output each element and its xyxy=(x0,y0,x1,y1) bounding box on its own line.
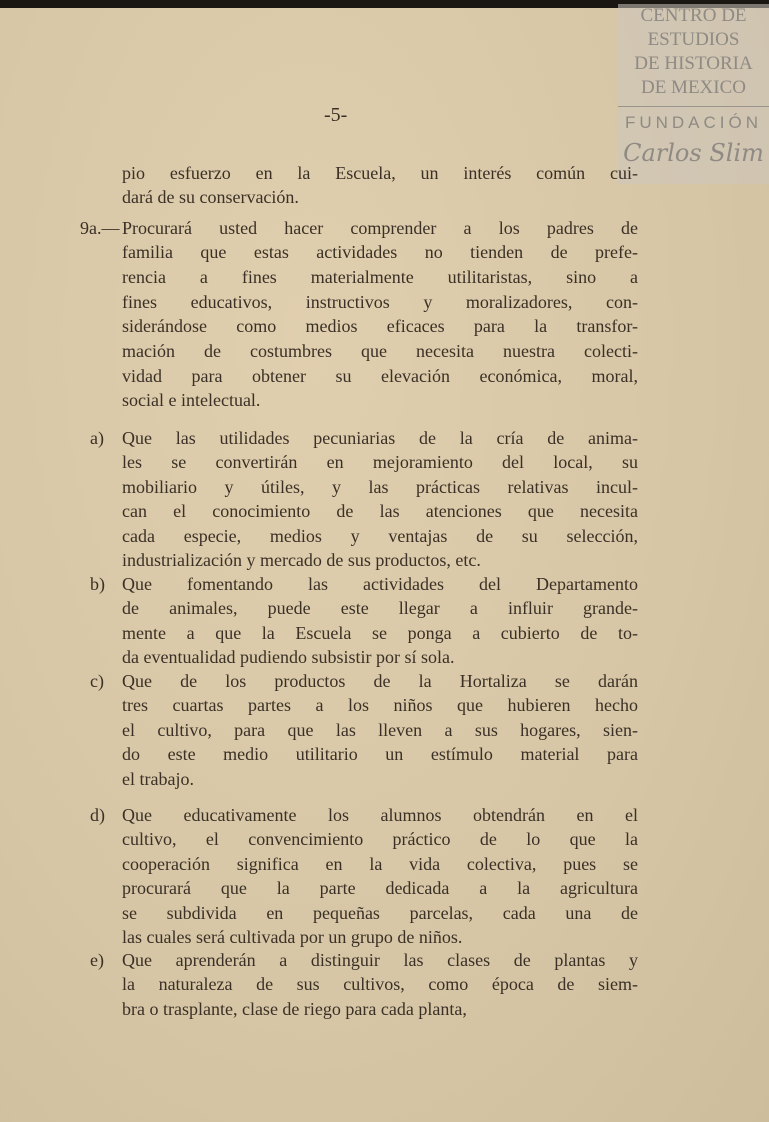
text-line: se subdivida en pequeñas parcelas, cada una de xyxy=(122,902,638,923)
watermark-fundacion: FUNDACIÓN xyxy=(624,113,763,132)
text-line: social e intelectual. xyxy=(122,390,261,410)
text-line: las cuales será cultivada por un grupo de niños. xyxy=(122,927,463,947)
text-line: les se convertirán en mejoramiento del local, su xyxy=(122,452,638,473)
text-line: industrialización y mercado de sus productos, etc. xyxy=(122,550,481,570)
text-line: da eventualidad pudiendo subsistir por sí sola. xyxy=(122,647,455,668)
text-line: fines educativos, instructivos y moralizadores, con- xyxy=(122,292,638,312)
subitem-label: a) xyxy=(90,428,104,448)
text-line: siderándose como medios eficaces para la transfor- xyxy=(122,316,638,336)
watermark-line: DE HISTORIA xyxy=(634,53,753,74)
text-line: Que educativamente los alumnos obtendrán en el xyxy=(122,805,638,825)
text-line: mación de costumbres que necesita nuestra colecti- xyxy=(122,341,638,361)
subitem-label: e) xyxy=(90,950,104,970)
watermark-line: DE MEXICO xyxy=(640,77,747,98)
text-line: Que de los productos de la Hortaliza se darán xyxy=(122,671,638,691)
text-line: el trabajo. xyxy=(122,768,194,789)
subitem-label: c) xyxy=(90,671,104,691)
text-line: el cultivo, para que las lleven a sus hogares, sien- xyxy=(122,719,638,740)
text-line: la naturaleza de sus cultivos, como época de siem- xyxy=(122,974,638,995)
text-line: cada especie, medios y ventajas de su selección, xyxy=(122,525,638,546)
text-line: mobiliario y útiles, y las prácticas relativas incul- xyxy=(122,476,638,497)
text-line: mente a que la Escuela se ponga a cubierto de to- xyxy=(122,622,638,643)
watermark-line: ESTUDIOS xyxy=(647,29,740,50)
text-line: cultivo, el convencimiento práctico de lo que la xyxy=(122,829,638,850)
subitem-label: d) xyxy=(90,805,105,825)
text-line: rencia a fines materialmente utilitaristas, sino a xyxy=(122,267,638,287)
watermark-signature: Carlos Slim xyxy=(623,139,764,167)
text-line: can el conocimiento de las atenciones que necesita xyxy=(122,501,638,522)
page-number: -5- xyxy=(324,104,348,126)
text-line: do este medio utilitario un estímulo material para xyxy=(122,744,638,765)
text-line: procurará que la parte dedicada a la agricultura xyxy=(122,878,638,899)
text-line: Que aprenderán a distinguir las clases de plantas y xyxy=(122,950,638,970)
subitem-label: b) xyxy=(90,574,105,594)
text-line: vidad para obtener su elevación económica, moral, xyxy=(122,366,638,386)
text-line: bra o trasplante, clase de riego para cada planta, xyxy=(122,998,467,1019)
text-line: de animales, puede este llegar a influir grande- xyxy=(122,598,638,619)
text-line: Que las utilidades pecuniarias de la cría de anima- xyxy=(122,428,638,448)
text-line: Que fomentando las actividades del Departamento xyxy=(122,574,638,594)
text-line: cooperación significa en la vida colectiva, pues se xyxy=(122,853,638,874)
watermark-line: CENTRO DE xyxy=(640,5,747,26)
item-label: 9a.— xyxy=(80,218,120,238)
watermark-logo xyxy=(618,4,769,184)
watermark-divider xyxy=(618,106,769,107)
text-line: familia que estas actividades no tienden de prefe- xyxy=(122,242,638,262)
text-line: Procurará usted hacer comprender a los padres de xyxy=(122,218,638,238)
text-line: tres cuartas partes a los niños que hubieren hecho xyxy=(122,695,638,716)
text-line: pio esfuerzo en la Escuela, un interés común cui- xyxy=(122,163,638,183)
text-line: dará de su conservación. xyxy=(122,187,299,207)
